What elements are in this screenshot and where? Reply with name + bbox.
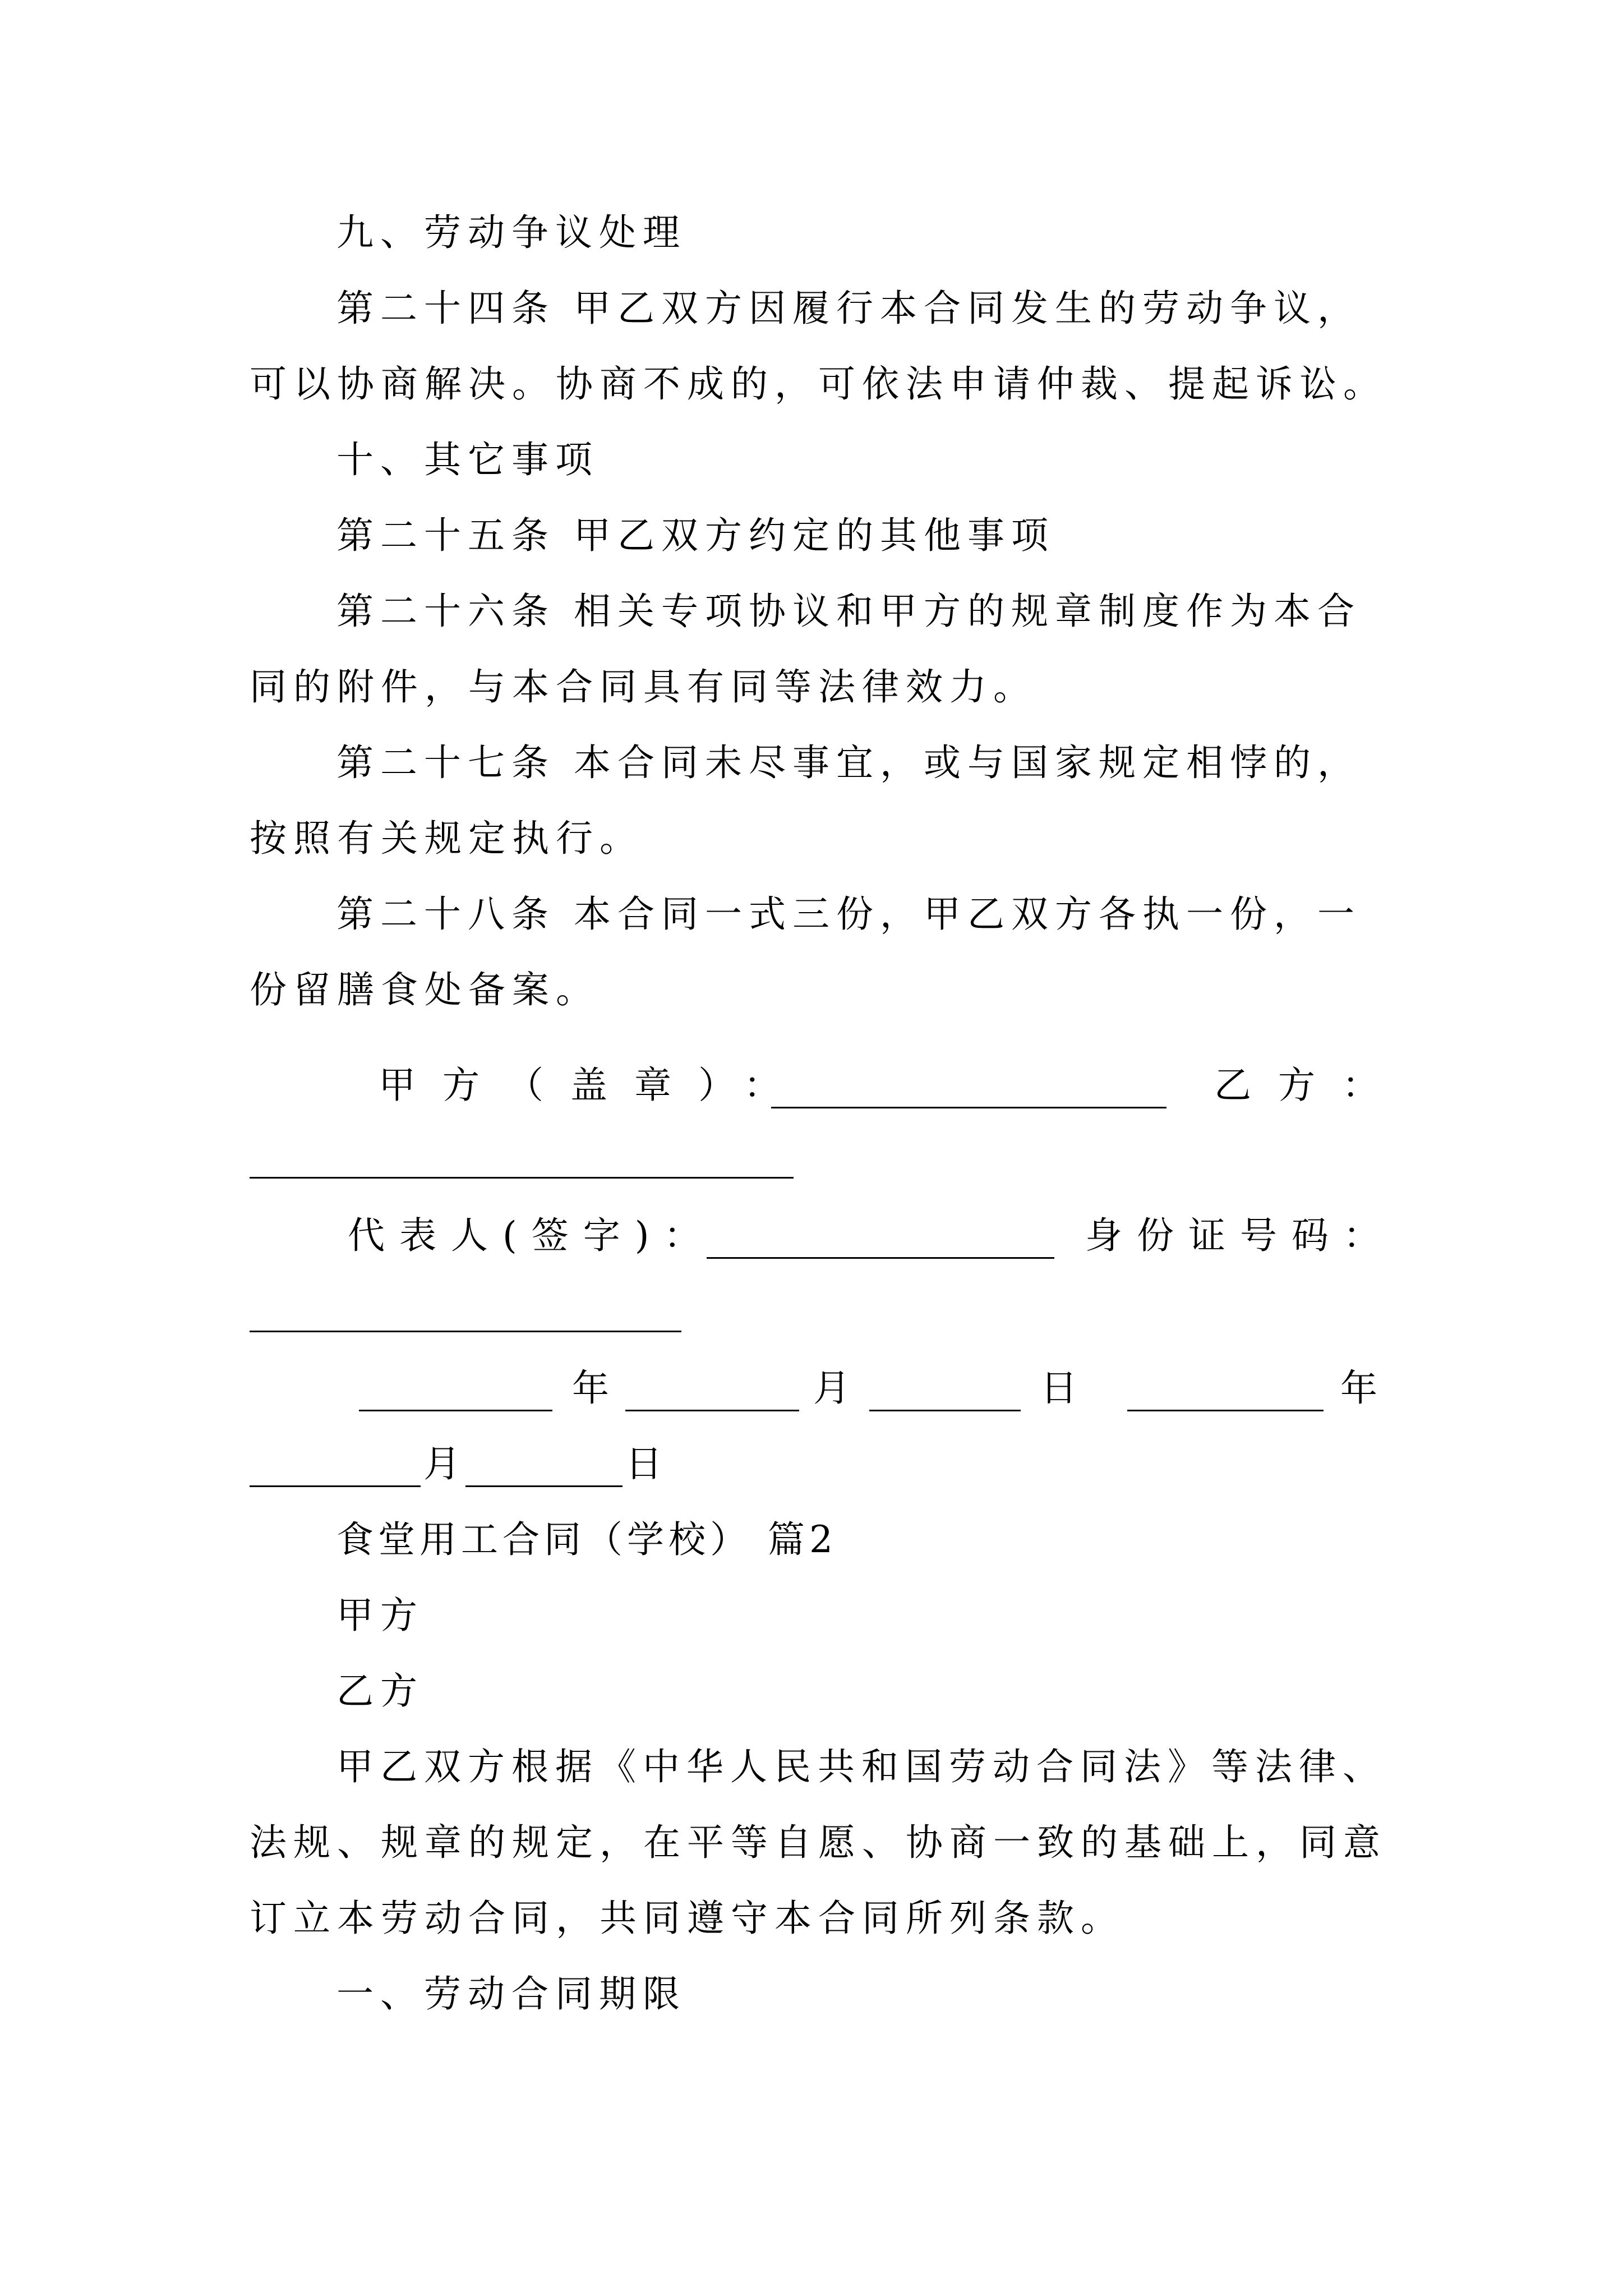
article-28-line-1: 第二十八条 本合同一式三份，甲乙双方各执一份，一	[336, 892, 1361, 936]
representative-sign-label: 代表人(签字)：	[348, 1214, 716, 1257]
date-b-month-label: 月	[423, 1442, 460, 1485]
section-heading: 九、劳动争议处理	[336, 211, 686, 254]
party-a-seal-label: 甲方（盖章）：	[379, 1064, 808, 1107]
date-a-month-line	[625, 1410, 799, 1411]
intro-line-1: 甲乙双方根据《中华人民共和国劳动合同法》等法律、	[336, 1745, 1386, 1788]
party-b-line	[250, 1177, 794, 1179]
document-title: 食堂用工合同（学校） 篇2	[336, 1518, 837, 1561]
id-number-line	[250, 1331, 681, 1332]
date-a-year-label: 年	[572, 1366, 609, 1410]
date-b-year-label: 年	[1340, 1366, 1377, 1410]
article-25: 第二十五条 甲乙双方约定的其他事项	[336, 514, 1055, 557]
section-heading: 十、其它事项	[336, 438, 599, 481]
article-26-line-2: 同的附件，与本合同具有同等法律效力。	[250, 665, 1037, 708]
date-b-day-label: 日	[625, 1442, 662, 1485]
intro-line-3: 订立本劳动合同，共同遵守本合同所列条款。	[250, 1897, 1124, 1940]
intro-line-2: 法规、规章的规定，在平等自愿、协商一致的基础上，同意	[250, 1821, 1387, 1864]
article-27-line-2: 按照有关规定执行。	[250, 817, 643, 860]
representative-sign-line	[707, 1257, 1054, 1259]
date-b-year-line	[1127, 1410, 1324, 1411]
article-26-line-1: 第二十六条 相关专项协议和甲方的规章制度作为本合	[336, 590, 1361, 633]
article-27-line-1: 第二十七条 本合同未尽事宜，或与国家规定相悖的，	[336, 741, 1361, 784]
date-a-year-line	[359, 1410, 552, 1411]
date-b-day-line	[465, 1485, 623, 1487]
party-b-label: 乙方：	[1214, 1064, 1406, 1107]
article-24-line-2: 可以协商解决。协商不成的，可依法申请仲裁、提起诉讼。	[250, 362, 1387, 406]
article-24-line-1: 第二十四条 甲乙双方因履行本合同发生的劳动争议，	[336, 287, 1361, 330]
date-a-day-label: 日	[1040, 1366, 1077, 1410]
id-number-label: 身份证号码：	[1085, 1214, 1395, 1257]
party-a-seal-line	[771, 1107, 1166, 1108]
party-a-label: 甲方	[336, 1594, 424, 1637]
date-a-month-label: 月	[813, 1366, 850, 1410]
article-28-line-2: 份留膳食处备案。	[250, 968, 600, 1011]
date-a-day-line	[869, 1410, 1021, 1411]
party-b-label-2: 乙方	[336, 1669, 424, 1713]
section-heading: 一、劳动合同期限	[336, 1972, 686, 2016]
date-b-month-line	[250, 1485, 421, 1487]
